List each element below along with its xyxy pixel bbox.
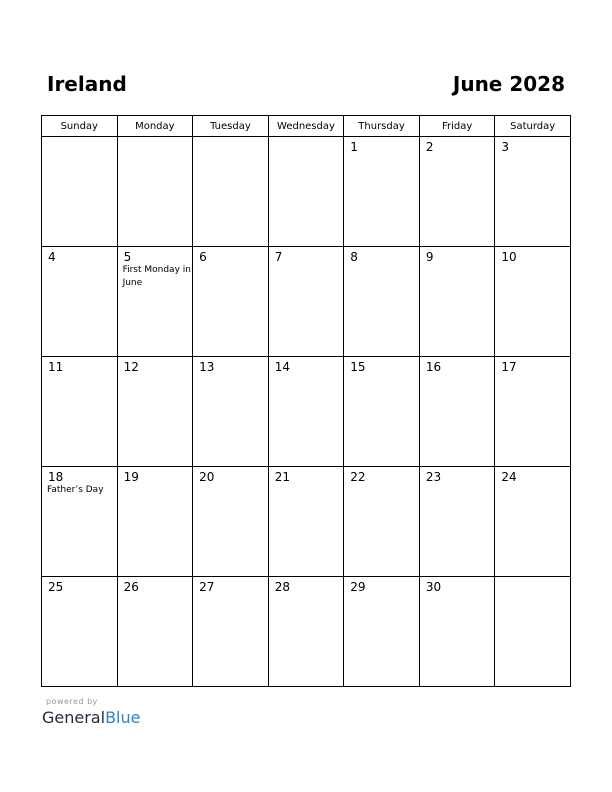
day-number: 17 bbox=[501, 360, 517, 374]
calendar-grid bbox=[41, 115, 571, 687]
day-number: 6 bbox=[199, 250, 207, 264]
weekday-header-monday: Monday bbox=[117, 116, 193, 137]
day-number bbox=[193, 137, 268, 140]
day-cell bbox=[419, 577, 495, 687]
day-number: 22 bbox=[350, 470, 366, 484]
weekday-header-friday: Friday bbox=[419, 116, 495, 137]
day-cell bbox=[495, 357, 571, 467]
day-number: 29 bbox=[350, 580, 366, 594]
weekday-header-saturday: Saturday bbox=[495, 116, 571, 137]
holiday-label: First Monday in June bbox=[122, 265, 191, 288]
day-number: 25 bbox=[48, 580, 64, 594]
day-cell bbox=[42, 247, 118, 357]
day-cell bbox=[42, 357, 118, 467]
weekday-header-row bbox=[42, 116, 571, 137]
day-number: 21 bbox=[274, 470, 290, 484]
day-cell bbox=[344, 577, 420, 687]
day-cell bbox=[117, 247, 193, 357]
day-number: 10 bbox=[501, 250, 517, 264]
day-number: 28 bbox=[274, 580, 290, 594]
day-cell bbox=[193, 247, 269, 357]
day-cell bbox=[42, 467, 118, 577]
day-number: 16 bbox=[425, 360, 442, 374]
week-row bbox=[42, 247, 571, 357]
country-title: Ireland bbox=[47, 72, 127, 96]
day-number: 3 bbox=[501, 140, 510, 154]
day-number bbox=[495, 577, 570, 580]
weekday-header-tuesday: Tuesday bbox=[193, 116, 269, 137]
day-number: 8 bbox=[350, 250, 358, 264]
day-cell bbox=[117, 467, 193, 577]
powered-by-label: powered by bbox=[46, 697, 98, 706]
day-number: 15 bbox=[350, 360, 366, 374]
day-cell bbox=[344, 357, 420, 467]
day-number: 1 bbox=[350, 140, 358, 154]
day-cell bbox=[117, 137, 193, 247]
day-cell bbox=[495, 137, 571, 247]
day-number bbox=[42, 137, 117, 140]
day-cell bbox=[193, 357, 269, 467]
holiday-label: Father’s Day bbox=[47, 485, 104, 495]
day-cell bbox=[268, 577, 344, 687]
brand-logo[interactable] bbox=[42, 708, 140, 728]
day-number: 20 bbox=[199, 470, 215, 484]
day-cell bbox=[268, 467, 344, 577]
week-row bbox=[42, 137, 571, 247]
day-cell bbox=[42, 577, 118, 687]
day-number: 2 bbox=[425, 140, 434, 154]
day-number bbox=[269, 137, 344, 140]
day-cell bbox=[117, 357, 193, 467]
day-number: 26 bbox=[123, 580, 139, 594]
day-number: 4 bbox=[48, 250, 56, 264]
day-cell bbox=[117, 577, 193, 687]
brand-logo-part2: Blue bbox=[105, 708, 141, 727]
day-number: 11 bbox=[48, 360, 64, 374]
day-cell bbox=[419, 467, 495, 577]
week-row bbox=[42, 577, 571, 687]
week-row bbox=[42, 357, 571, 467]
day-number: 5 bbox=[123, 250, 132, 264]
weekday-header-wednesday: Wednesday bbox=[268, 116, 344, 137]
day-number: 13 bbox=[199, 360, 215, 374]
month-year-title: June 2028 bbox=[452, 72, 565, 96]
day-cell bbox=[419, 357, 495, 467]
day-cell bbox=[495, 247, 571, 357]
day-number: 23 bbox=[425, 470, 442, 484]
day-cell bbox=[193, 577, 269, 687]
day-cell bbox=[193, 137, 269, 247]
day-number: 19 bbox=[123, 470, 139, 484]
day-cell bbox=[344, 247, 420, 357]
day-number: 24 bbox=[501, 470, 517, 484]
day-cell bbox=[268, 357, 344, 467]
day-number bbox=[118, 137, 193, 140]
day-cell bbox=[344, 137, 420, 247]
day-cell bbox=[42, 137, 118, 247]
day-cell bbox=[344, 467, 420, 577]
day-cell bbox=[419, 247, 495, 357]
weekday-header-sunday: Sunday bbox=[42, 116, 118, 137]
day-number: 14 bbox=[274, 360, 290, 374]
day-number: 27 bbox=[199, 580, 215, 594]
day-number: 7 bbox=[274, 250, 283, 264]
day-cell bbox=[268, 247, 344, 357]
day-number: 30 bbox=[425, 580, 442, 594]
day-number: 18 bbox=[48, 470, 64, 484]
brand-logo-part1: General bbox=[42, 708, 106, 727]
day-cell bbox=[268, 137, 344, 247]
day-cell bbox=[495, 467, 571, 577]
day-cell bbox=[419, 137, 495, 247]
week-row bbox=[42, 467, 571, 577]
day-cell bbox=[193, 467, 269, 577]
weekday-header-thursday: Thursday bbox=[344, 116, 420, 137]
day-number: 9 bbox=[425, 250, 434, 264]
day-number: 12 bbox=[123, 360, 139, 374]
day-cell bbox=[495, 577, 571, 687]
